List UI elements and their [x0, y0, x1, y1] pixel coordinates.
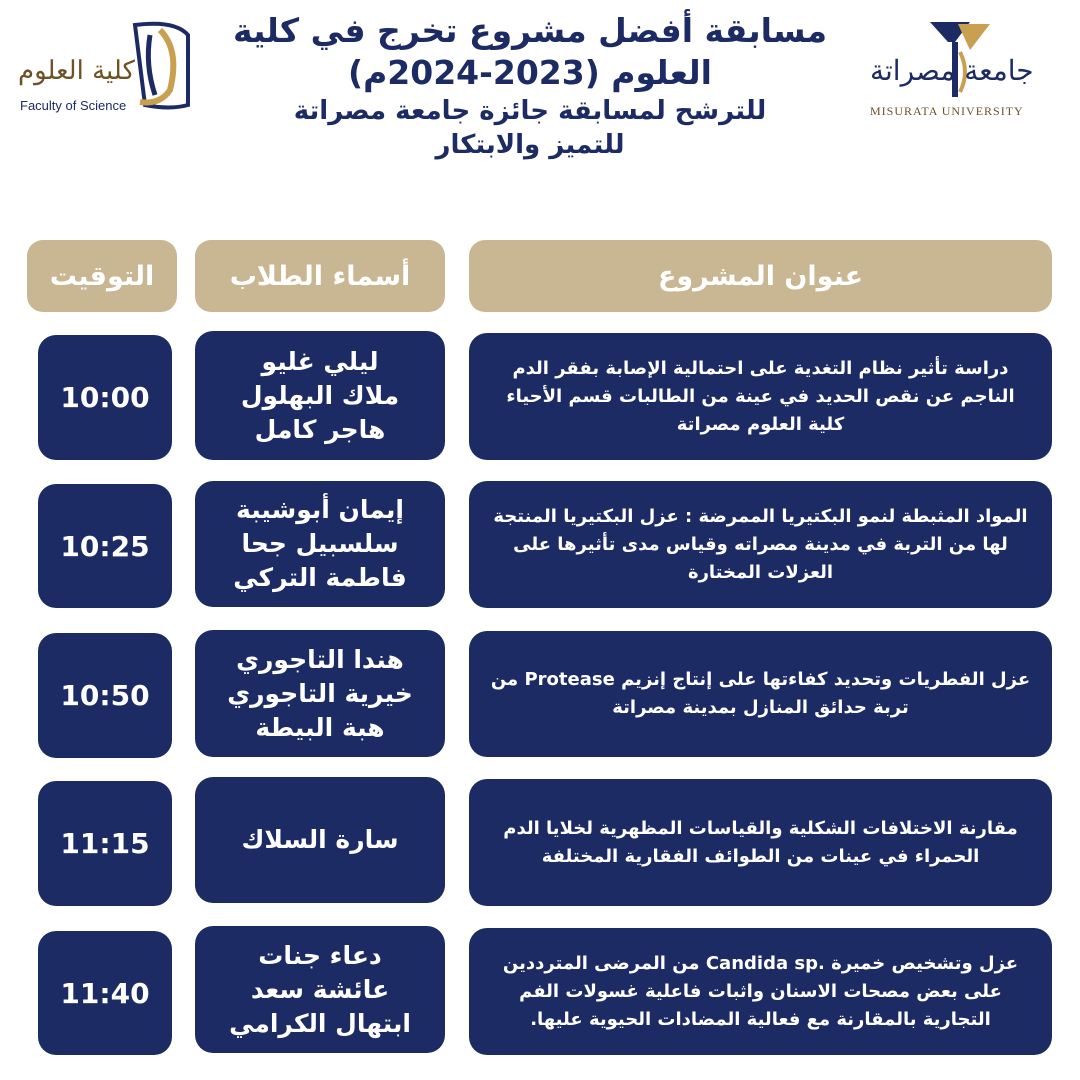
row-project-title: عزل الفطريات وتحديد كفاءتها على إنتاج إنزيم Protease من تربة حدائق المنازل بمدينة مصراتة — [469, 631, 1052, 757]
student-name: فاطمة التركي — [233, 563, 407, 592]
faculty-name-ar: كلية العلوم — [18, 56, 135, 86]
row-time: 10:25 — [38, 484, 172, 608]
student-name: سارة السلاك — [241, 825, 399, 854]
row-names — [195, 481, 445, 607]
row-names — [195, 630, 445, 757]
column-header-time: التوقيت — [27, 240, 177, 312]
student-name: دعاء جنات — [258, 940, 382, 970]
row-time: 11:15 — [38, 781, 172, 906]
page-title-line1: مسابقة أفضل مشروع تخرج في كلية — [232, 11, 828, 50]
row-time: 11:40 — [38, 931, 172, 1055]
faculty-name-en: Faculty of Science — [20, 98, 127, 113]
faculty-logo — [10, 10, 195, 115]
student-name: إيمان أبوشيبة — [236, 495, 404, 524]
page-title-line2: العلوم (2023-2024م) — [348, 53, 712, 92]
row-project-title: عزل وتشخيص خميرة .Candida sp من المرضى المترددين على بعض مصحات الاسنان واثبات فاعلية غسولات الفم التجارية بالمقارنة مع فعالية المضادات الحيوية عليها. — [469, 928, 1052, 1055]
row-project-title: المواد المثبطة لنمو البكتيريا الممرضة : عزل البكتيريا المنتجة لها من التربة في مدينة مصراته وقياس مدى تأثيرها على العزلات المختارة — [469, 481, 1052, 608]
row-time: 10:00 — [38, 335, 172, 460]
university-logo — [860, 12, 1060, 117]
student-name: عائشة سعد — [250, 974, 390, 1004]
university-name-ar: جامعة مصراتة — [870, 54, 1034, 87]
row-names — [195, 331, 445, 460]
column-header-names: أسماء الطلاب — [195, 240, 445, 312]
page-title-block — [220, 10, 840, 162]
student-name: ليلي غليو — [261, 346, 379, 376]
student-name: سلسبيل جحا — [241, 529, 399, 558]
row-time: 10:50 — [38, 633, 172, 758]
student-name: هندا التاجوري — [236, 644, 404, 674]
row-names — [195, 777, 445, 903]
page-subtitle-line1: للترشح لمسابقة جائزة جامعة مصراتة — [293, 96, 767, 126]
row-project-title: مقارنة الاختلافات الشكلية والقياسات المظهرية لخلايا الدم الحمراء في عينات من الطوائف الفقارية المختلفة — [469, 779, 1052, 906]
student-name: ملاك البهلول — [240, 380, 400, 410]
page-subtitle-line2: للتميز والابتكار — [435, 130, 625, 160]
student-name: هاجر كامل — [254, 414, 386, 444]
column-header-project: عنوان المشروع — [469, 240, 1052, 312]
row-names — [195, 926, 445, 1053]
university-name-en: MISURATA UNIVERSITY — [870, 104, 1024, 118]
student-name: هبة البيطة — [255, 712, 385, 742]
student-name: خيرية التاجوري — [227, 678, 413, 708]
student-name: ابتهال الكرامي — [229, 1008, 411, 1038]
row-project-title: دراسة تأثير نظام التغدية على احتمالية الإصابة بفقر الدم الناجم عن نقص الحديد في عينة من الطالبات قسم الأحياء كلية العلوم مصراتة — [469, 333, 1052, 460]
